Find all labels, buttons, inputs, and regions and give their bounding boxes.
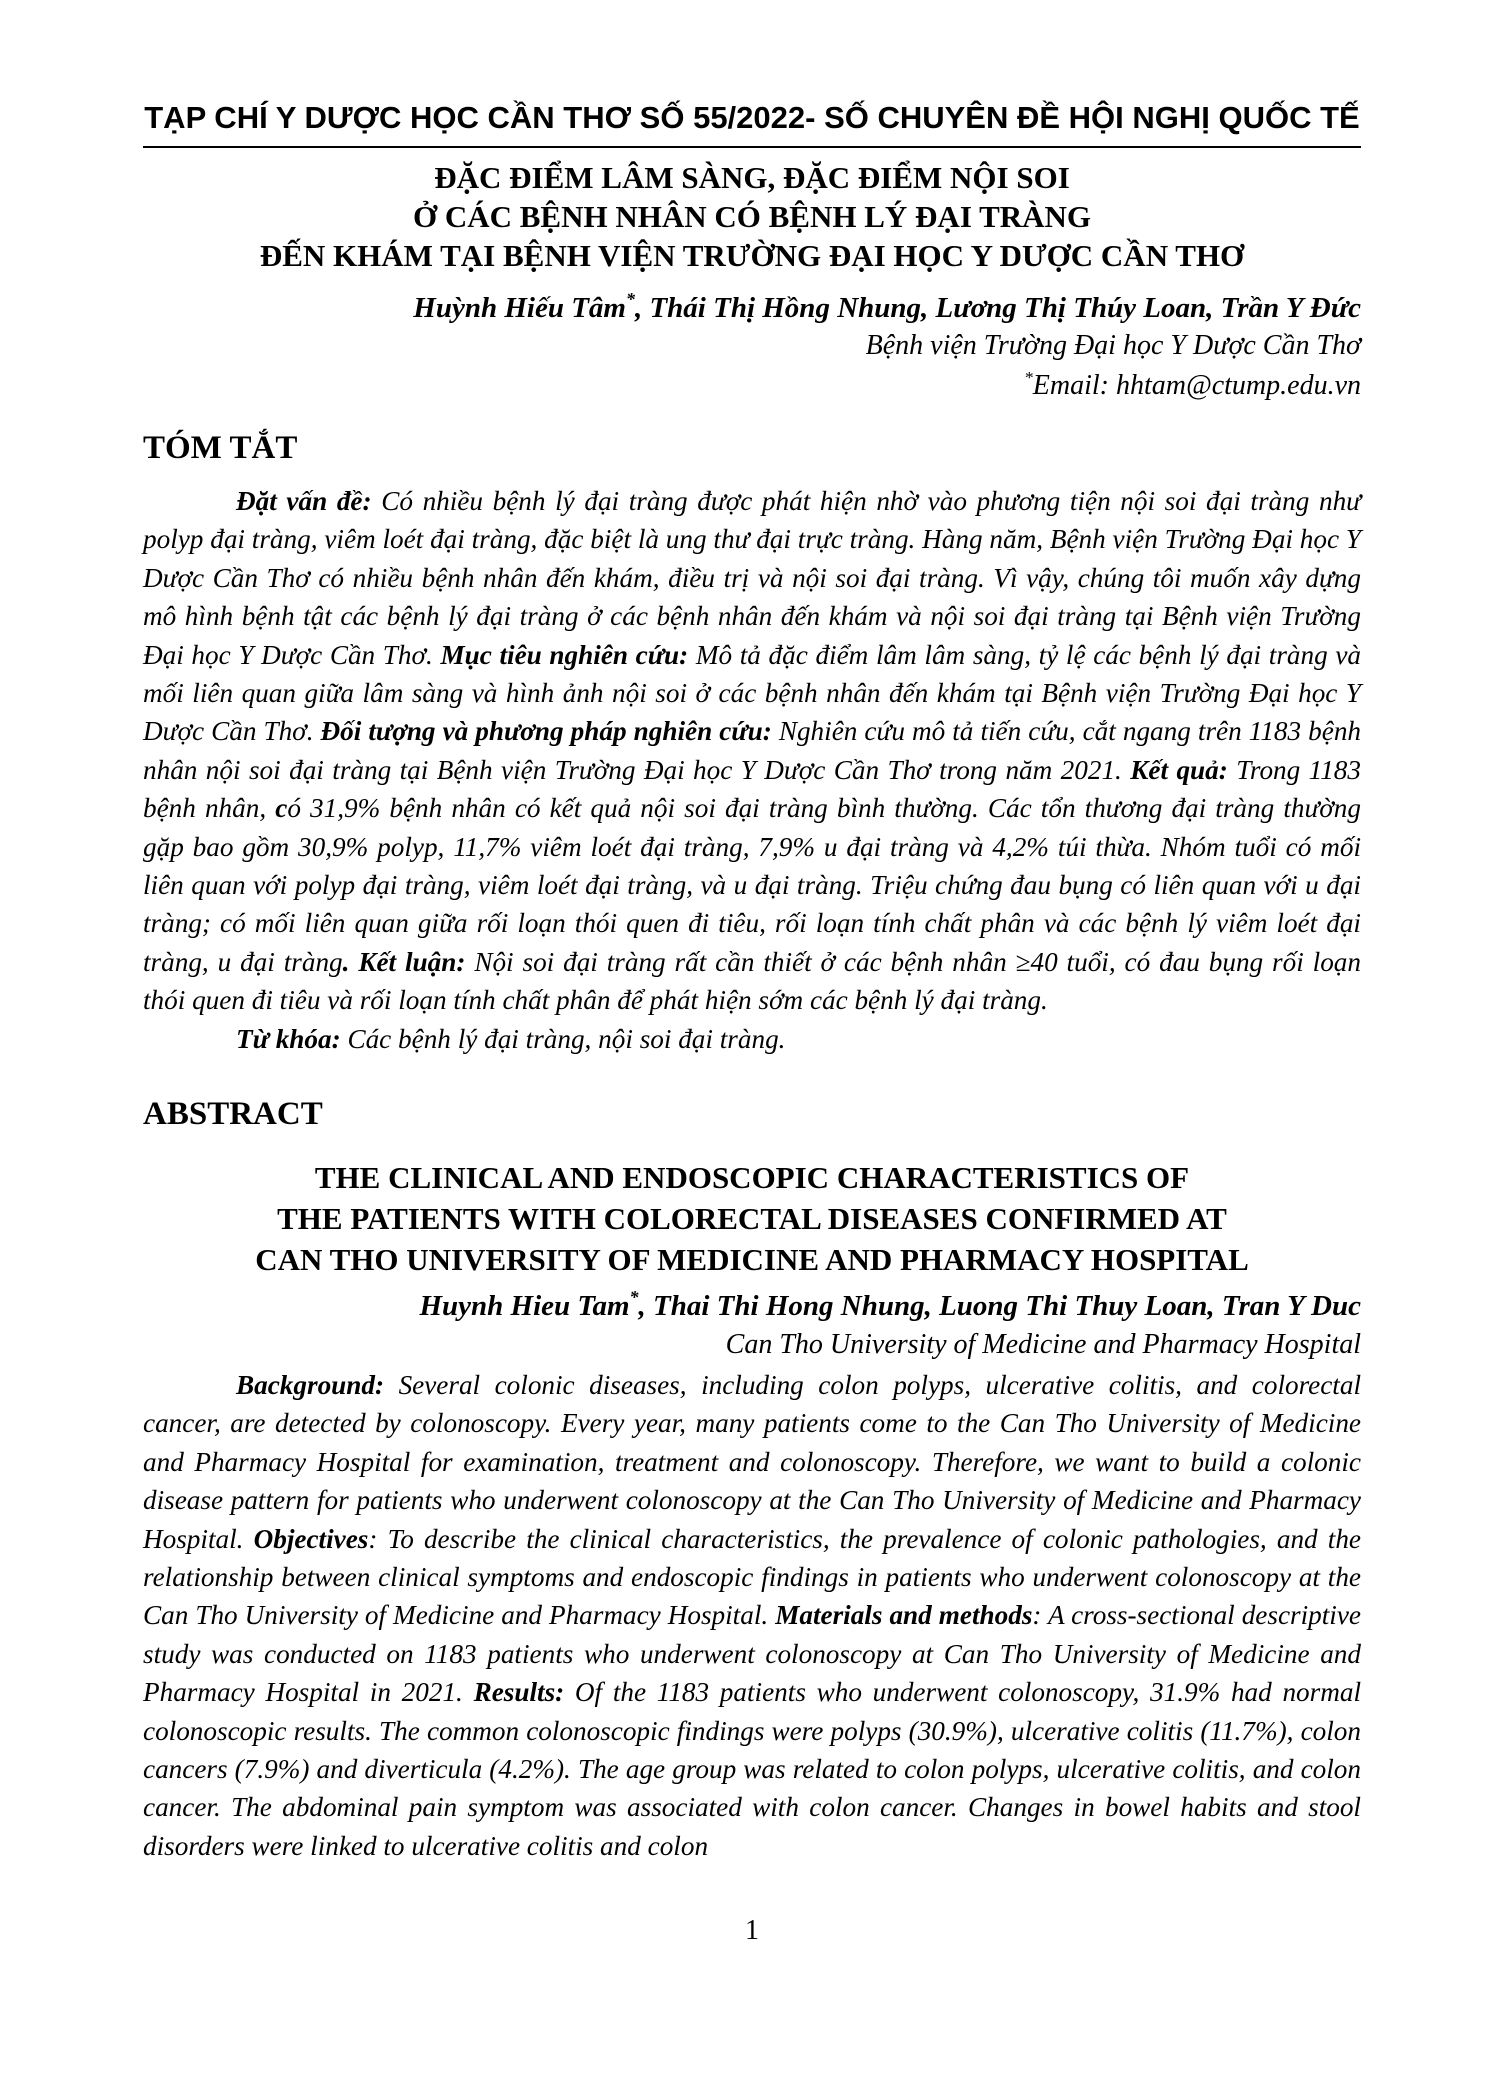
english-abstract <box>143 1366 1361 1865</box>
summary-heading: TÓM TẮT <box>143 430 298 466</box>
vietnamese-title-line: ĐẾN KHÁM TẠI BỆNH VIỆN TRƯỜNG ĐẠI HỌC Y DƯỢC CẦN THƠ <box>259 238 1245 273</box>
results-bold-period: . <box>342 946 350 977</box>
page-number: 1 <box>745 1915 759 1946</box>
conclusion-label: Kết luận: <box>349 946 466 977</box>
background-text: Several colonic diseases, including colon polyps, ulcerative colitis, and colorectal cancer, are detected by colonoscopy. Every year, many patients come to the Can Tho University of Medicine and Pharmacy Hospital for examination, treatment and colonoscopy. Therefore, we want to build a colonic disease pattern for patients who underwent colonoscopy at the Can Tho University of Medicine and Pharmacy Hospital. <box>143 1370 1361 1554</box>
english-title-line: THE PATIENTS WITH COLORECTAL DISEASES CONFIRMED AT <box>277 1201 1227 1236</box>
first-author: Huỳnh Hiếu Tâm <box>413 292 626 324</box>
methods-label: Đối tượng và phương pháp nghiên cứu: <box>320 716 772 747</box>
english-title-line: CAN THO UNIVERSITY OF MEDICINE AND PHARMACY HOSPITAL <box>255 1242 1249 1277</box>
english-title <box>143 1157 1361 1280</box>
vietnamese-summary-paragraph <box>143 482 1361 1020</box>
email-asterisk: * <box>1024 367 1033 387</box>
objectives-text: : To describe the clinical characteristics, the prevalence of colonic pathologies, and the relationship between clinical symptoms and endoscopic findings in patients who underwent colonoscopy at the Can Tho University of Medicine and Pharmacy Hospital. <box>143 1523 1362 1631</box>
other-authors: , Thái Thị Hồng Nhung, Lương Thị Thúy Loan, Trần Y Đức <box>634 292 1361 324</box>
other-authors: , Thai Thi Hong Nhung, Luong Thi Thuy Loan, Tran Y Duc <box>638 1290 1361 1322</box>
keywords-text: Các bệnh lý đại tràng, nội soi đại tràng. <box>340 1023 786 1054</box>
first-author: Huynh Hieu Tam <box>419 1290 630 1322</box>
email-text[interactable]: Email: hhtam@ctump.edu.vn <box>1032 370 1361 401</box>
header-rule <box>143 146 1361 148</box>
english-authors <box>143 1288 1361 1324</box>
vietnamese-summary <box>143 482 1361 1058</box>
keywords-label: Từ khóa: <box>236 1023 341 1054</box>
results-text-continued: ó 31,9% bệnh nhân có kết quả nội soi đại tràng bình thường. Các tổn thương đại tràng thường gặp bao gồm 30,9% polyp, 11,7% viêm loét đại tràng, 7,9% u đại tràng và 4,2% túi thừa. Nhóm tuổi có mối liên quan với polyp đại tràng, viêm loét đại tràng, và u đại tràng. Triệu chứng đau bụng có liên quan với u đại tràng; có mối liên quan giữa rối loạn thói quen đi tiêu, rối loạn tính chất phân và các bệnh lý viêm loét đại tràng, u đại tràng <box>143 793 1361 977</box>
keywords-paragraph <box>143 1020 1361 1058</box>
corresponding-mark: * <box>629 1287 639 1308</box>
corresponding-mark: * <box>625 289 635 310</box>
abstract-heading: ABSTRACT <box>143 1096 323 1132</box>
vietnamese-title-line: ĐẶC ĐIỂM LÂM SÀNG, ĐẶC ĐIỂM NỘI SOI <box>434 160 1070 195</box>
background-text: Có nhiều bệnh lý đại tràng được phát hiện nhờ vào phương tiện nội soi đại tràng như polyp đại tràng, viêm loét đại tràng, đặc biệt là ung thư đại trực tràng. Hàng năm, Bệnh viện Trường Đại học Y Dược Cần Thơ có nhiều bệnh nhân đến khám, điều trị và nội soi đại tràng. Vì vậy, chúng tôi muốn xây dựng mô hình bệnh tật các bệnh lý đại tràng ở các bệnh nhân đến khám và nội soi đại tràng tại Bệnh viện Trường Đại học Y Dược Cần Thơ. <box>143 486 1361 670</box>
english-title-line: THE CLINICAL AND ENDOSCOPIC CHARACTERISTICS OF <box>314 1160 1190 1195</box>
background-label: Đặt vấn đề: <box>236 486 372 516</box>
vietnamese-title-line: Ở CÁC BỆNH NHÂN CÓ BỆNH LÝ ĐẠI TRÀNG <box>412 199 1092 234</box>
background-label: Background: <box>236 1370 385 1400</box>
objective-label: Mục tiêu nghiên cứu: <box>440 639 689 670</box>
objectives-label: Objectives <box>253 1523 369 1554</box>
methods-text: Nghiên cứu mô tả tiến cứu, cắt ngang trên 1183 bệnh nhân nội soi đại tràng tại Bệnh viện Trường Đại học Y Dược Cần Thơ trong năm 2021. <box>143 716 1362 785</box>
methods-label: Materials and methods <box>775 1600 1033 1631</box>
methods-text: : A cross-sectional descriptive study was conducted on 1183 patients who underwent colonoscopy at Can Tho University of Medicine and Pharmacy Hospital in 2021. <box>143 1600 1361 1708</box>
results-text: Trong 1183 bệnh nhân, <box>143 754 1361 824</box>
journal-header: TẠP CHÍ Y DƯỢC HỌC CẦN THƠ SỐ 55/2022- SỐ CHUYÊN ĐỀ HỘI NGHỊ QUỐC TẾ <box>144 100 1360 135</box>
conclusion-text: Nội soi đại tràng rất cần thiết ở các bệnh nhân ≥40 tuổi, có đau bụng rối loạn thói quen đi tiêu và rối loạn tính chất phân để phát hiện sớm các bệnh lý đại tràng. <box>143 946 1361 1016</box>
vietnamese-authors <box>143 290 1361 326</box>
results-bold-c: c <box>275 793 288 824</box>
english-affiliation: Can Tho University of Medicine and Pharmacy Hospital <box>725 1329 1361 1360</box>
results-label: Results: <box>473 1677 565 1708</box>
english-abstract-paragraph <box>143 1366 1361 1865</box>
objective-text: Mô tả đặc điểm lâm lâm sàng, tỷ lệ các bệnh lý đại tràng và mối liên quan giữa lâm sàng và hình ảnh nội soi ở các bệnh nhân đến khám tại Bệnh viện Trường Đại học Y Dược Cần Thơ. <box>143 639 1361 747</box>
corresponding-email <box>143 368 1361 404</box>
results-label: Kết quả: <box>1130 754 1228 785</box>
vietnamese-title <box>143 158 1361 275</box>
vietnamese-affiliation: Bệnh viện Trường Đại học Y Dược Cần Thơ <box>865 330 1361 361</box>
results-text: Of the 1183 patients who underwent colonoscopy, 31.9% had normal colonoscopic results. The common colonoscopic findings were polyps (30.9%), ulcerative colitis (11.7%), colon cancers (7.9%) and diverticula (4.2%). The age group was related to colon polyps, ulcerative colitis, and colon cancer. The abdominal pain symptom was associated with colon cancer. Changes in bowel habits and stool disorders were linked to ulcerative colitis and colon <box>143 1677 1362 1861</box>
